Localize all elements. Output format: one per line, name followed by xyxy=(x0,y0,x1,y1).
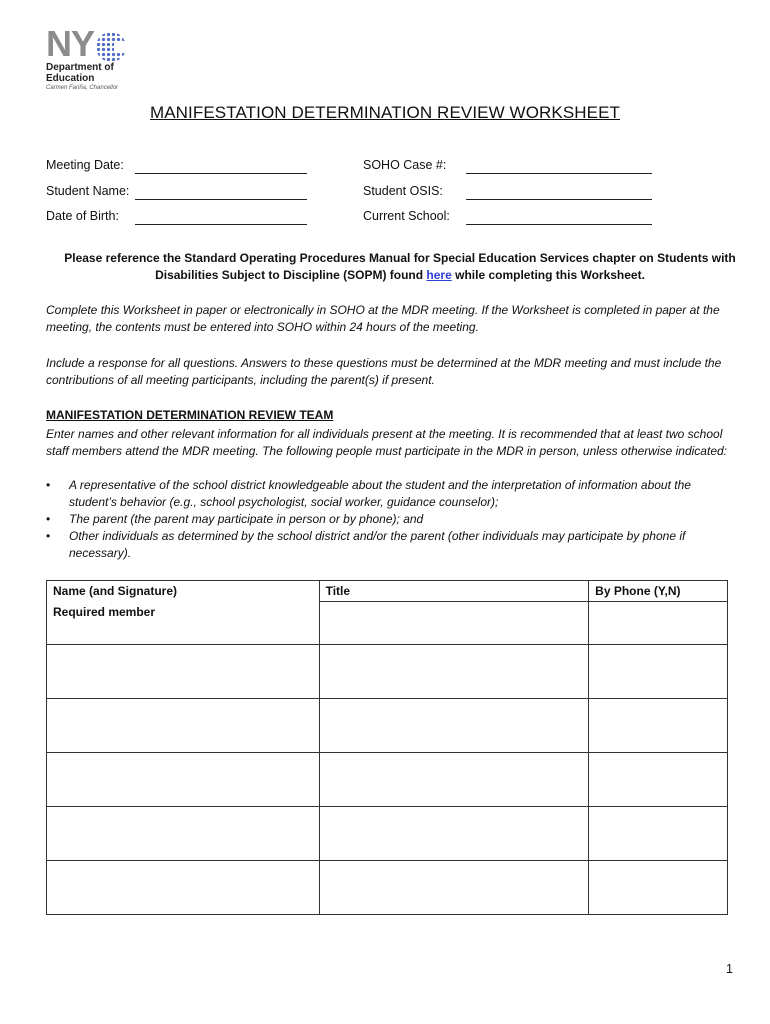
table-header-row xyxy=(47,581,728,602)
title-column-header: Title xyxy=(319,581,589,602)
page-title: MANIFESTATION DETERMINATION REVIEW WORKSHEET xyxy=(149,103,621,122)
name-cell[interactable] xyxy=(47,807,320,861)
by-phone-cell[interactable] xyxy=(589,645,728,699)
list-item: • A representative of the school district knowledgeable about the student and the interpretation of information about the student’s behavior (e.g., school psychologist, social worker, guidance counselor); xyxy=(46,477,736,511)
soho-case-line[interactable] xyxy=(466,173,652,174)
department-label: Department of xyxy=(46,62,114,73)
title-cell[interactable] xyxy=(319,699,589,753)
meeting-date-line[interactable] xyxy=(135,173,307,174)
by-phone-column-header: By Phone (Y,N) xyxy=(589,581,728,602)
current-school-line[interactable] xyxy=(466,224,652,225)
sopm-link[interactable]: here xyxy=(426,268,452,282)
by-phone-cell[interactable] xyxy=(589,699,728,753)
table-row xyxy=(47,861,728,915)
date-of-birth-line[interactable] xyxy=(135,224,307,225)
name-cell[interactable] xyxy=(47,699,320,753)
table-row xyxy=(47,645,728,699)
table-row xyxy=(47,699,728,753)
sopm-reference-note: Please reference the Standard Operating Procedures Manual for Special Education Services chapter on Students with Disabilities Subject to Discipline (SOPM) found here while completing this Worksheet. xyxy=(64,251,736,282)
title-cell[interactable] xyxy=(319,645,589,699)
current-school-label: Current School: xyxy=(363,209,450,223)
name-cell[interactable] xyxy=(47,861,320,915)
name-cell[interactable] xyxy=(47,602,320,645)
student-osis-label: Student OSIS: xyxy=(363,184,443,198)
nyc-doe-logo xyxy=(46,23,166,91)
page-number: 1 xyxy=(726,962,733,976)
student-name-line[interactable] xyxy=(135,199,307,200)
instructions-paragraph-1: Complete this Worksheet in paper or electronically in SOHO at the MDR meeting. If the Worksheet is completed in paper at the meeting, the contents must be entered into SOHO within 24 hours of the meeting. xyxy=(46,303,720,334)
table-row xyxy=(47,753,728,807)
list-item: • The parent (the parent may participate in person or by phone); and xyxy=(46,511,736,528)
required-member-label: Required member xyxy=(53,604,156,619)
by-phone-cell[interactable] xyxy=(589,753,728,807)
team-requirements-list xyxy=(46,477,736,562)
table-row xyxy=(47,807,728,861)
by-phone-cell[interactable] xyxy=(589,807,728,861)
team-section-intro: Enter names and other relevant information for all individuals present at the meeting. It is recommended that at least two school staff members attend the MDR meeting. The following people must participate in the MDR in person, unless otherwise indicated: xyxy=(46,427,727,458)
team-members-table xyxy=(46,580,728,915)
instructions-paragraph-2: Include a response for all questions. Answers to these questions must be determined at the MDR meeting and must include the contributions of all meeting participants, including the parent(s) if present. xyxy=(46,356,722,387)
name-column-header: Name (and Signature) xyxy=(47,581,320,602)
title-cell[interactable] xyxy=(319,807,589,861)
department-label-2: Education xyxy=(46,73,95,84)
date-of-birth-label: Date of Birth: xyxy=(46,209,119,223)
list-item: • Other individuals as determined by the school district and/or the parent (other individuals may participate by phone if necessary). xyxy=(46,528,736,562)
name-cell[interactable] xyxy=(47,645,320,699)
meeting-date-label: Meeting Date: xyxy=(46,158,124,172)
table-row xyxy=(47,602,728,645)
team-section-heading: MANIFESTATION DETERMINATION REVIEW TEAM xyxy=(46,408,334,422)
student-name-label: Student Name: xyxy=(46,184,130,198)
title-cell[interactable] xyxy=(319,753,589,807)
chancellor-label: Carmen Fariña, Chancellor xyxy=(46,85,119,91)
soho-case-label: SOHO Case #: xyxy=(363,158,447,172)
title-cell[interactable] xyxy=(319,861,589,915)
nyc-wordmark: NY xyxy=(46,26,166,62)
name-cell[interactable] xyxy=(47,753,320,807)
dotted-c-icon xyxy=(96,32,126,62)
title-cell[interactable] xyxy=(319,602,589,645)
by-phone-cell[interactable] xyxy=(589,602,728,645)
student-osis-line[interactable] xyxy=(466,199,652,200)
by-phone-cell[interactable] xyxy=(589,861,728,915)
